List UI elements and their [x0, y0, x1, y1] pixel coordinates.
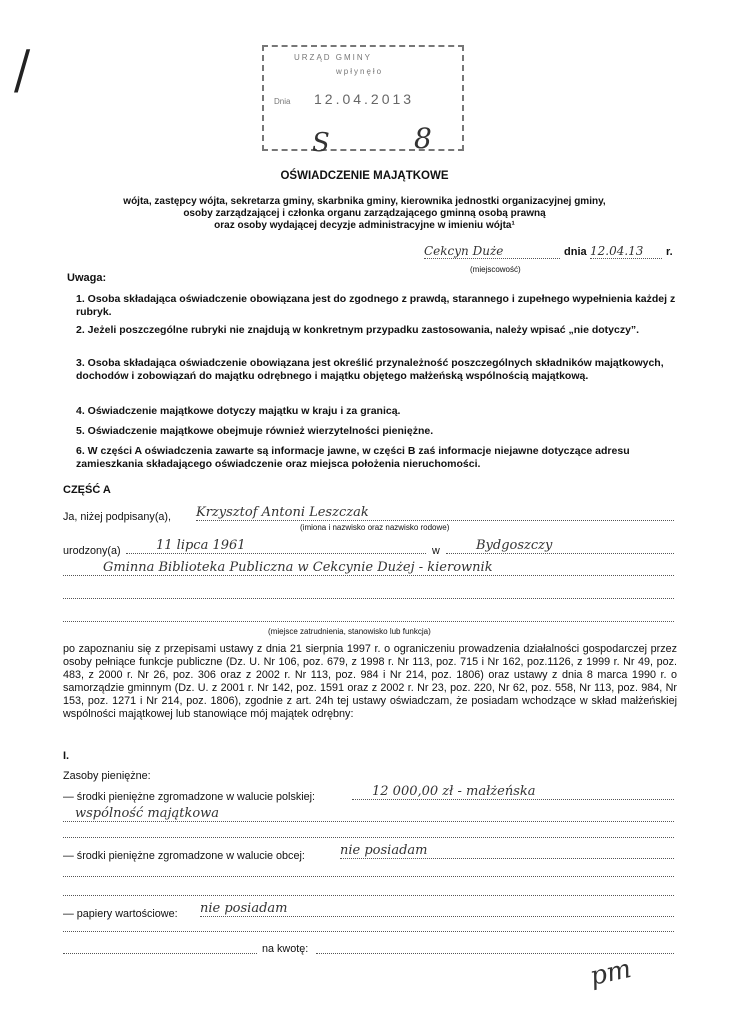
stamp-reg-number: S — [312, 128, 330, 158]
employment-line-3 — [63, 620, 674, 622]
foreign-label: — środki pieniężne zgromadzone w walucie obcej: — [63, 850, 305, 862]
page-title: OŚWIADCZENIE MAJĄTKOWE — [280, 170, 449, 182]
margin-mark: / — [14, 39, 31, 101]
uwaga-item-2: 2. Jeżeli poszczególne rubryki nie znajdują w konkretnym przypadku zastosowania, należy wpisać „nie dotyczy”. — [76, 324, 640, 336]
date-value: 12.04.13 — [590, 244, 662, 259]
stamp-date: 12.04.2013 — [314, 91, 415, 107]
section-numeral: I. — [63, 750, 70, 762]
subtitle-line-3: oraz osoby wydającej decyzje administracyjne w imieniu wójta¹ — [214, 220, 515, 231]
pln-label: — środki pieniężne zgromadzone w walucie polskiej: — [63, 791, 316, 803]
subtitle — [0, 196, 729, 232]
foreign-line-3 — [63, 894, 674, 896]
uwaga-label: Uwaga: — [67, 272, 107, 284]
born-date: 11 lipca 1961 — [126, 538, 426, 554]
uwaga-item-6: 6. W części A oświadczenia zawarte są informacje jawne, w części B zaś informacje niejawne dotyczące adresu zamieszkania składającego oświadczenie oraz miejsca położenia nieruchomości. — [76, 445, 630, 470]
stamp-line-1: URZĄD GMINY — [294, 53, 372, 62]
employment-line-2 — [63, 597, 674, 599]
born-w-label: w — [432, 545, 440, 557]
born-place: Bydgoszczy — [446, 538, 674, 554]
pln-value: 12 000,00 zł - małżeńska — [352, 784, 674, 800]
securities-value: nie posiadam — [200, 901, 674, 917]
initials: pm — [587, 954, 634, 992]
foreign-line-2 — [63, 875, 674, 877]
employment-caption: (miejsce zatrudnienia, stanowisko lub funkcja) — [268, 627, 431, 636]
uwaga-item-1: 1. Osoba składająca oświadczenie obowiązana jest do zgodnego z prawdą, starannego i zupełnego wypełnienia każdej z rubryk. — [76, 293, 676, 318]
kwote-label: na kwotę: — [262, 943, 309, 955]
part-a-heading: CZĘŚĆ A — [63, 484, 111, 496]
securities-line-2 — [63, 930, 674, 932]
kwote-line — [316, 952, 674, 954]
pln-line-3 — [63, 836, 674, 838]
subtitle-line-2: osoby zarządzającej i członka organu zarządzającego gminną osobą prawną — [183, 208, 546, 219]
employment-value: Gminna Biblioteka Publiczna w Cekcynie Dużej - kierownik — [63, 560, 674, 576]
uwaga-item-5: 5. Oświadczenie majątkowe obejmuje również wierzytelności pieniężne. — [76, 425, 434, 437]
receipt-stamp — [262, 45, 464, 151]
stamp-date-label: Dnia — [274, 97, 291, 106]
dnia-label: dnia — [564, 246, 587, 258]
kwote-lead-line — [63, 952, 257, 954]
stamp-line-2: wpłynęło — [336, 67, 384, 76]
securities-label: — papiery wartościowe: — [63, 908, 178, 920]
born-label: urodzony(a) — [63, 545, 121, 557]
place-caption: (miejscowość) — [470, 265, 521, 274]
statement: po zapoznaniu się z przepisami ustawy z dnia 21 sierpnia 1997 r. o ograniczeniu prowadzenia działalności gospodarczej przez osoby pełniące funkcje publiczne (Dz. U. Nr 106, poz. 679, z 1998 r. Nr 113, poz. 715 i Nr 162, poz.1126, z 1999 r. Nr 49, poz. 483, z 2000 r. Nr 26, poz. 306 oraz z 2002 r. Nr 113, poz. 984 i Nr 214, poz. 1806) oraz ustawy z dnia 8 marca 1990 r. o samorządzie gminnym (Dz. U. z 2001 r. Nr 142, poz. 1591 oraz z 2002 r. Nr 23, poz. 220, Nr 62, poz. 558, Nr 113, poz. 984, Nr 153, poz. 1271 i Nr 214, poz. 1806), zgodnie z art. 24h tej ustawy oświadczam, że posiadam wchodzące w skład małżeńskiej wspólności majątkowej lub stanowiące mój majątek odrębny: — [63, 643, 677, 720]
place-value: Cekcyn Duże — [424, 244, 560, 259]
signer-caption: (imiona i nazwisko oraz nazwisko rodowe) — [300, 523, 450, 532]
uwaga-item-4: 4. Oświadczenie majątkowe dotyczy majątku w kraju i za granicą. — [76, 405, 401, 417]
foreign-value: nie posiadam — [340, 843, 674, 859]
uwaga-item-3: 3. Osoba składająca oświadczenie obowiązana jest określić przynależność poszczególnych składników majątkowych, dochodów i zobowiązań do majątku odrębnego i majątku objętego małżeńską wspólnością majątkową. — [76, 357, 664, 382]
zasoby-label: Zasoby pieniężne: — [63, 770, 151, 782]
signer-label: Ja, niżej podpisany(a), — [63, 511, 172, 523]
pln-value-line-2: wspólność majątkowa — [63, 806, 674, 822]
place-date-row — [424, 244, 704, 264]
r-label: r. — [666, 246, 673, 258]
signer-value: Krzysztof Antoni Leszczak — [196, 505, 674, 521]
subtitle-line-1: wójta, zastępcy wójta, sekretarza gminy, skarbnika gminy, kierownika jednostki organizacyjnej gminy, — [123, 196, 606, 207]
stamp-reg-mark: 8 — [414, 122, 432, 155]
